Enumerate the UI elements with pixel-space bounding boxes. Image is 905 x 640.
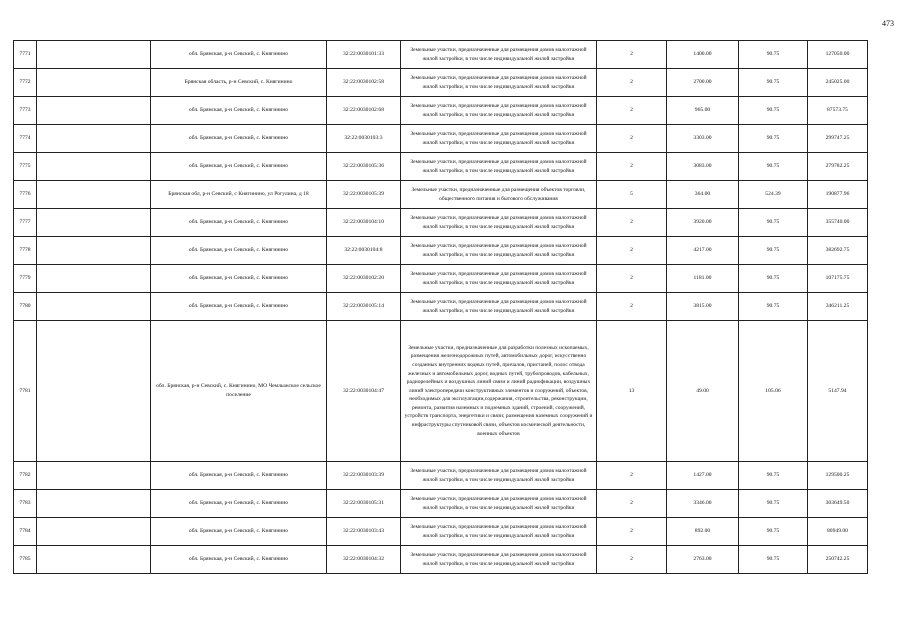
rate-cell: 90.75 bbox=[739, 125, 808, 153]
address-cell: обл. Брянская, р-н Севский, с. Княгинино bbox=[151, 97, 327, 125]
row-number: 7780 bbox=[14, 293, 37, 321]
value-cell: 355740.00 bbox=[808, 209, 868, 237]
row-number: 7777 bbox=[14, 209, 37, 237]
value-cell: 107175.75 bbox=[808, 265, 868, 293]
rate-cell: 90.75 bbox=[739, 546, 808, 574]
land-use-cell: Земельные участки, предназначенные для размещения домов малоэтажной жилой застройки, в том числе индивидуальной жилой застройки bbox=[401, 41, 597, 69]
group-cell: 2 bbox=[597, 69, 667, 97]
spacer-cell bbox=[37, 125, 151, 153]
spacer-cell bbox=[37, 69, 151, 97]
table-row bbox=[14, 237, 868, 265]
rate-cell: 90.75 bbox=[739, 265, 808, 293]
spacer-cell bbox=[37, 293, 151, 321]
table-row bbox=[14, 546, 868, 574]
page-number: 473 bbox=[882, 19, 894, 28]
value-cell: 346211.25 bbox=[808, 293, 868, 321]
row-number: 7773 bbox=[14, 97, 37, 125]
area-cell: 3083.00 bbox=[667, 153, 739, 181]
spacer-cell bbox=[37, 97, 151, 125]
row-number: 7775 bbox=[14, 153, 37, 181]
cadastral-number-cell: 32:22:0030104:32 bbox=[327, 546, 401, 574]
value-cell: 382692.75 bbox=[808, 237, 868, 265]
table-row bbox=[14, 41, 868, 69]
value-cell: 190877.96 bbox=[808, 181, 868, 209]
table-row bbox=[14, 293, 868, 321]
area-cell: 364.00 bbox=[667, 181, 739, 209]
value-cell: 299747.25 bbox=[808, 125, 868, 153]
spacer-cell bbox=[37, 41, 151, 69]
group-cell: 2 bbox=[597, 293, 667, 321]
value-cell: 250742.25 bbox=[808, 546, 868, 574]
table-row bbox=[14, 462, 868, 490]
land-use-cell: Земельные участки, предназначенные для размещения домов малоэтажной жилой застройки, в том числе индивидуальной жилой застройки bbox=[401, 462, 597, 490]
cadastral-number-cell: 32:22:0030103:43 bbox=[327, 518, 401, 546]
area-cell: 49.00 bbox=[667, 321, 739, 462]
row-number: 7779 bbox=[14, 265, 37, 293]
cadastral-number-cell: 32:22:0030105:39 bbox=[327, 181, 401, 209]
area-cell: 3815.00 bbox=[667, 293, 739, 321]
area-cell: 2763.00 bbox=[667, 546, 739, 574]
table-row bbox=[14, 490, 868, 518]
area-cell: 3346.00 bbox=[667, 490, 739, 518]
address-cell: Брянская область, р-н Севский, с. Княгинино bbox=[151, 69, 327, 97]
area-cell: 965.00 bbox=[667, 97, 739, 125]
table-row bbox=[14, 97, 868, 125]
rate-cell: 90.75 bbox=[739, 69, 808, 97]
area-cell: 1427.00 bbox=[667, 462, 739, 490]
group-cell: 2 bbox=[597, 546, 667, 574]
land-use-cell: Земельные участки, предназначенные для размещения домов малоэтажной жилой застройки, в том числе индивидуальной жилой застройки bbox=[401, 97, 597, 125]
area-cell: 1400.00 bbox=[667, 41, 739, 69]
land-use-cell: Земельные участки, предназначенные для размещения домов малоэтажной жилой застройки, в том числе индивидуальной жилой застройки bbox=[401, 293, 597, 321]
group-cell: 13 bbox=[597, 321, 667, 462]
rate-cell: 105.06 bbox=[739, 321, 808, 462]
cadastral-number-cell: 32:22:0030105:36 bbox=[327, 153, 401, 181]
address-cell: обл. Брянская, р-н Севский, с. Княгинино bbox=[151, 125, 327, 153]
spacer-cell bbox=[37, 153, 151, 181]
rate-cell: 90.75 bbox=[739, 41, 808, 69]
group-cell: 2 bbox=[597, 518, 667, 546]
spacer-cell bbox=[37, 518, 151, 546]
cadastral-number-cell: 32:22:0030102:20 bbox=[327, 265, 401, 293]
address-cell: обл. Брянская, р-н Севский, с. Княгинино bbox=[151, 237, 327, 265]
value-cell: 129500.25 bbox=[808, 462, 868, 490]
rate-cell: 90.75 bbox=[739, 97, 808, 125]
spacer-cell bbox=[37, 462, 151, 490]
address-cell: обл. Брянская, р-н Севский, с. Княгинино bbox=[151, 41, 327, 69]
land-use-cell: Земельные участки, предназначенные для размещения домов малоэтажной жилой застройки, в том числе индивидуальной жилой застройки bbox=[401, 546, 597, 574]
land-use-cell: Земельные участки, предназначенные для размещения домов малоэтажной жилой застройки, в том числе индивидуальной жилой застройки bbox=[401, 125, 597, 153]
row-number: 7784 bbox=[14, 518, 37, 546]
address-cell: обл. Брянская, р-н Севский, с. Княгинино bbox=[151, 153, 327, 181]
group-cell: 2 bbox=[597, 209, 667, 237]
table-row bbox=[14, 153, 868, 181]
rate-cell: 524.39 bbox=[739, 181, 808, 209]
rate-cell: 90.75 bbox=[739, 490, 808, 518]
land-use-cell: Земельные участки, предназначенные для размещения домов малоэтажной жилой застройки, в том числе индивидуальной жилой застройки bbox=[401, 265, 597, 293]
cadastral-number-cell: 32:22:0030101:33 bbox=[327, 41, 401, 69]
table-row bbox=[14, 69, 868, 97]
spacer-cell bbox=[37, 321, 151, 462]
cadastral-number-cell: 32:22:0030105:14 bbox=[327, 293, 401, 321]
cadastral-number-cell: 32:22:0030104:8 bbox=[327, 237, 401, 265]
group-cell: 2 bbox=[597, 153, 667, 181]
land-use-cell: Земельные участки, предназначенные для размещения домов малоэтажной жилой застройки, в том числе индивидуальной жилой застройки bbox=[401, 69, 597, 97]
address-cell: обл. Брянская, р-н Севский, с. Княгинино bbox=[151, 265, 327, 293]
rate-cell: 90.75 bbox=[739, 209, 808, 237]
land-use-cell: Земельные участки, предназначенные для размещения домов малоэтажной жилой застройки, в том числе индивидуальной жилой застройки bbox=[401, 209, 597, 237]
table-row bbox=[14, 181, 868, 209]
row-number: 7783 bbox=[14, 490, 37, 518]
area-cell: 4217.00 bbox=[667, 237, 739, 265]
table-row bbox=[14, 209, 868, 237]
row-number: 7771 bbox=[14, 41, 37, 69]
address-cell: обл. Брянская, р-н Севский, с. Княгинино bbox=[151, 293, 327, 321]
land-use-cell: Земельные участки, предназначенные для размещения домов малоэтажной жилой застройки, в том числе индивидуальной жилой застройки bbox=[401, 490, 597, 518]
address-cell: обл. Брянская, р-н Севский, с. Княгинино, МО Чемлыжское сельское поселение bbox=[151, 321, 327, 462]
area-cell: 3303.00 bbox=[667, 125, 739, 153]
row-number: 7782 bbox=[14, 462, 37, 490]
address-cell: обл. Брянская, р-н Севский, с. Княгинино bbox=[151, 462, 327, 490]
address-cell: обл. Брянская, р-н Севский, с. Княгинино bbox=[151, 490, 327, 518]
group-cell: 2 bbox=[597, 237, 667, 265]
value-cell: 87573.75 bbox=[808, 97, 868, 125]
rate-cell: 90.75 bbox=[739, 237, 808, 265]
spacer-cell bbox=[37, 181, 151, 209]
spacer-cell bbox=[37, 490, 151, 518]
rate-cell: 90.75 bbox=[739, 462, 808, 490]
row-number: 7776 bbox=[14, 181, 37, 209]
rate-cell: 90.75 bbox=[739, 518, 808, 546]
group-cell: 2 bbox=[597, 490, 667, 518]
area-cell: 1181.00 bbox=[667, 265, 739, 293]
rate-cell: 90.75 bbox=[739, 153, 808, 181]
value-cell: 80949.00 bbox=[808, 518, 868, 546]
row-number: 7781 bbox=[14, 321, 37, 462]
table-row bbox=[14, 125, 868, 153]
address-cell: обл. Брянская, р-н Севский, с. Княгинино bbox=[151, 546, 327, 574]
land-use-cell: Земельные участки, предназначенные для размещения домов малоэтажной жилой застройки, в том числе индивидуальной жилой застройки bbox=[401, 237, 597, 265]
cadastral-number-cell: 32:22:0030104:47 bbox=[327, 321, 401, 462]
address-cell: обл. Брянская, р-н Севский, с. Княгинино bbox=[151, 518, 327, 546]
land-use-cell: Земельные участки, предназначенные для размещения объектов торговли, общественного питания и бытового обслуживания bbox=[401, 181, 597, 209]
group-cell: 2 bbox=[597, 97, 667, 125]
cadastral-number-cell: 32:22:0030103:3 bbox=[327, 125, 401, 153]
group-cell: 5 bbox=[597, 181, 667, 209]
value-cell: 245025.00 bbox=[808, 69, 868, 97]
spacer-cell bbox=[37, 209, 151, 237]
value-cell: 127050.00 bbox=[808, 41, 868, 69]
area-cell: 3920.00 bbox=[667, 209, 739, 237]
land-use-cell: Земельные участки, предназначенные для размещения домов малоэтажной жилой застройки, в том числе индивидуальной жилой застройки bbox=[401, 518, 597, 546]
group-cell: 2 bbox=[597, 41, 667, 69]
spacer-cell bbox=[37, 237, 151, 265]
address-cell: Брянская обл, р-н Севский, с Княгинино, ул Рогулина, д 18 bbox=[151, 181, 327, 209]
cadastral-number-cell: 32:22:0030104:10 bbox=[327, 209, 401, 237]
cadastral-number-cell: 32:22:0030102:58 bbox=[327, 69, 401, 97]
land-use-cell: Земельные участки, предназначенные для разработки полезных ископаемых, размещения железнодорожных путей, автомобильных дорог, искусственно созданных внутренних водных путей, причалов, пристаней, полос отвода железных и автомобильных дорог, водных путей, трубопроводов, кабельных, радиорелейных и воздушных линий связи и линий радиофикации, воздушных линий электропередачи конструктивных элементов и сооружений, объектов, необходимых для эксплуатации,содержания, строительства, реконструкции, ремонта, развития наземных и подземных зданий, строений, сооружений, устройств транспорта, энергетики и связи; размещения наземных сооружений и инфраструктуры спутниковой связи, объектов космической деятельности, военных объектов bbox=[401, 321, 597, 462]
table-row bbox=[14, 518, 868, 546]
area-cell: 892.00 bbox=[667, 518, 739, 546]
group-cell: 2 bbox=[597, 265, 667, 293]
row-number: 7778 bbox=[14, 237, 37, 265]
group-cell: 2 bbox=[597, 462, 667, 490]
value-cell: 303649.50 bbox=[808, 490, 868, 518]
value-cell: 5147.94 bbox=[808, 321, 868, 462]
group-cell: 2 bbox=[597, 125, 667, 153]
value-cell: 279782.25 bbox=[808, 153, 868, 181]
cadastral-number-cell: 32:22:0030105:31 bbox=[327, 490, 401, 518]
address-cell: обл. Брянская, р-н Севский, с. Княгинино bbox=[151, 209, 327, 237]
row-number: 7772 bbox=[14, 69, 37, 97]
land-use-cell: Земельные участки, предназначенные для размещения домов малоэтажной жилой застройки, в том числе индивидуальной жилой застройки bbox=[401, 153, 597, 181]
table-row bbox=[14, 265, 868, 293]
cadastral-number-cell: 32:22:0030103:39 bbox=[327, 462, 401, 490]
cadastral-registry-table bbox=[13, 40, 868, 574]
row-number: 7785 bbox=[14, 546, 37, 574]
spacer-cell bbox=[37, 265, 151, 293]
cadastral-number-cell: 32:22:0030102:68 bbox=[327, 97, 401, 125]
spacer-cell bbox=[37, 546, 151, 574]
area-cell: 2700.00 bbox=[667, 69, 739, 97]
rate-cell: 90.75 bbox=[739, 293, 808, 321]
table-row bbox=[14, 321, 868, 462]
row-number: 7774 bbox=[14, 125, 37, 153]
